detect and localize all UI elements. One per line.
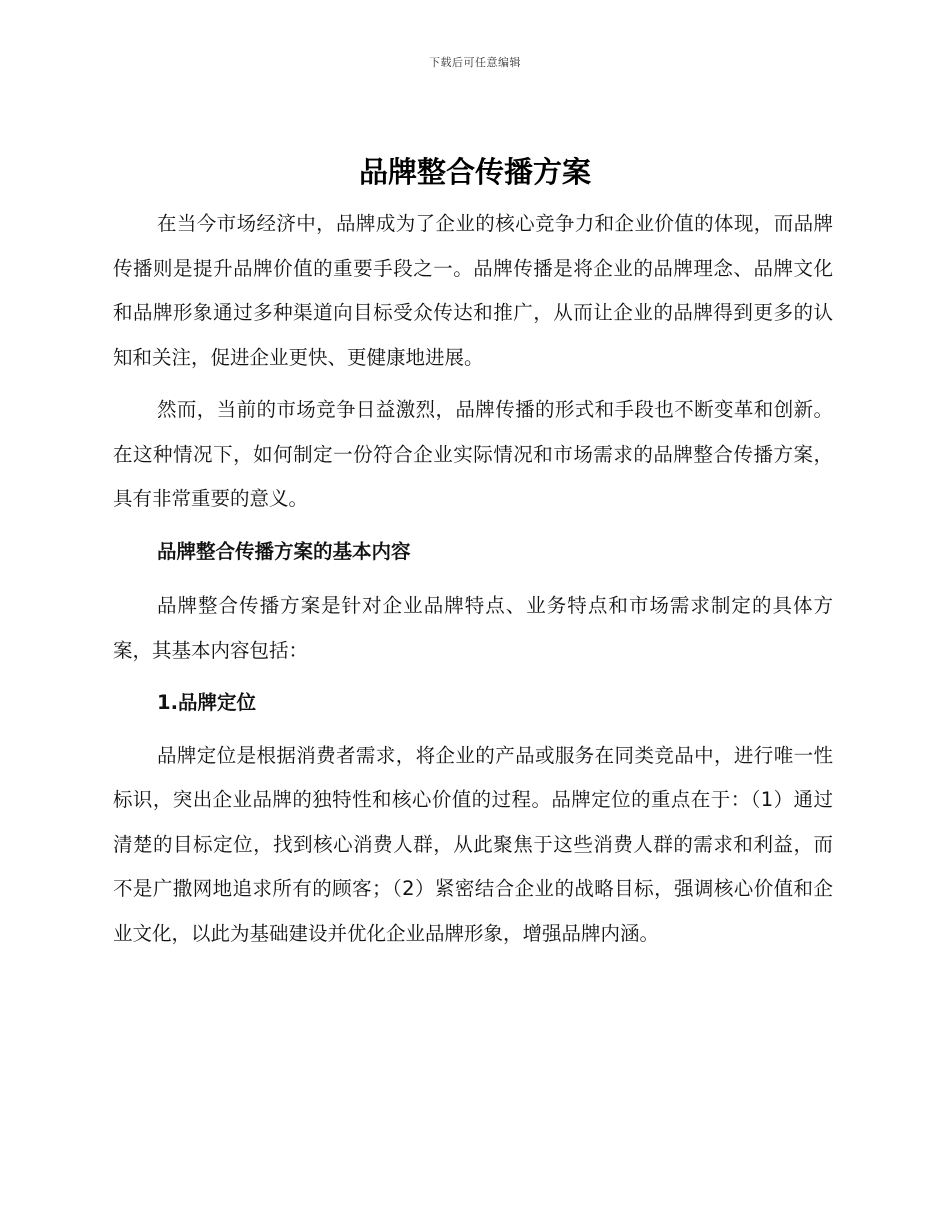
subheading-brand-positioning: 1.品牌定位 (157, 691, 256, 714)
header-note: 下载后可任意编辑 (429, 56, 521, 69)
section-heading: 品牌整合传播方案的基本内容 (157, 539, 411, 563)
document-body (113, 202, 833, 956)
document-title: 品牌整合传播方案 (358, 155, 591, 189)
content-intro-paragraph: 品牌整合传播方案是针对企业品牌特点、业务特点和市场需求制定的具体方案，其基本内容包括： (113, 594, 833, 662)
brand-positioning-paragraph: 品牌定位是根据消费者需求，将企业的产品或服务在同类竞品中，进行唯一性标识，突出企业品牌的独特性和核心价值的过程。品牌定位的重点在于：（1）通过清楚的目标定位，找到核心消费人群，从此聚焦于这些消费人群的需求和利益，而不是广撒网地追求所有的顾客；（2）紧密结合企业的战略目标，强调核心价值和企业文化，以此为基础建设并优化企业品牌形象，增强品牌内涵。 (113, 743, 833, 945)
context-paragraph: 然而，当前的市场竞争日益激烈，品牌传播的形式和手段也不断变革和创新。在这种情况下，如何制定一份符合企业实际情况和市场需求的品牌整合传播方案，具有非常重要的意义。 (113, 398, 833, 510)
intro-paragraph: 在当今市场经济中，品牌成为了企业的核心竞争力和企业价值的体现，而品牌传播则是提升品牌价值的重要手段之一。品牌传播是将企业的品牌理念、品牌文化和品牌形象通过多种渠道向目标受众传达和推广，从而让企业的品牌得到更多的认知和关注，促进企业更快、更健康地进展。 (113, 212, 833, 369)
